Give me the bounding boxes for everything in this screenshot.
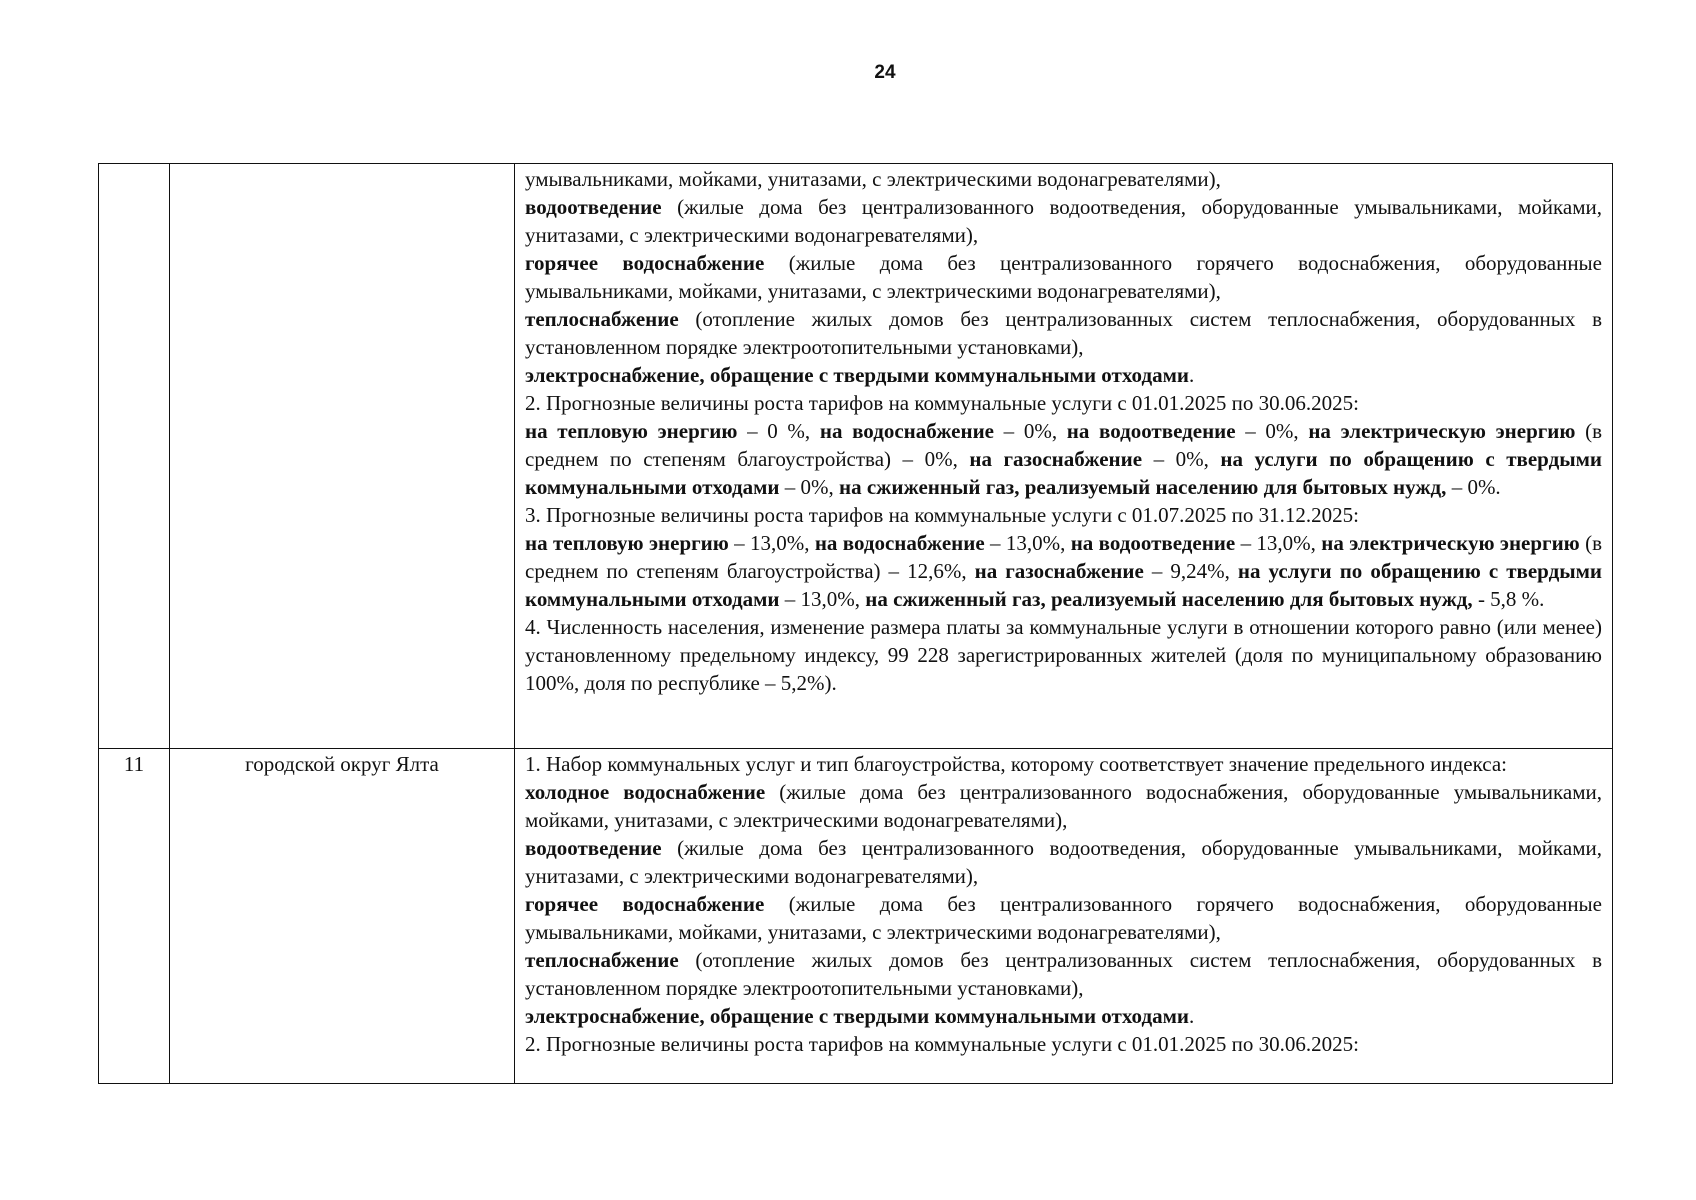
bold-run: горячее водоснабжение [525, 892, 765, 916]
bold-run: на электрическую энергию [1321, 531, 1580, 555]
text-run: – 0 %, [737, 419, 820, 443]
bold-run: на сжиженный газ, реализуемый населению для бытовых нужд, [839, 475, 1447, 499]
bold-run: на водоснабжение [819, 419, 995, 443]
text-run: 3. Прогнозные величины роста тарифов на коммунальные услуги с 01.07.2025 по 31.12.2025: [525, 503, 1359, 527]
paragraph [525, 305, 1602, 361]
text-run: (жилые дома без централизованного горячего водоснабжения, оборудованные умывальниками, мойками, унитазами, с электрическими водонагревателями), [525, 251, 1602, 303]
text-run: - 5,8 %. [1472, 587, 1545, 611]
description-cell [515, 749, 1613, 1084]
text-run: . [1188, 363, 1195, 387]
text-run: – 0%, [779, 475, 840, 499]
page-number: 24 [874, 62, 896, 83]
bold-run: на водоотведение [1070, 531, 1236, 555]
paragraph [525, 529, 1602, 613]
table-row [99, 749, 1613, 1084]
bold-run: на услуги по обращению с твердыми коммунальными отходами [525, 447, 1603, 499]
paragraph [525, 834, 1602, 890]
paragraph [525, 361, 1602, 389]
text-run: 4. Численность населения, изменение размера платы за коммунальные услуги в отношении которого равно (или менее) установленному предельному индексу, 99 228 зарегистрированных жителей (доля по муниципальному образованию 100%, доля по республике – 5,2%). [525, 615, 1602, 695]
paragraph [525, 613, 1602, 697]
paragraph [525, 417, 1602, 501]
bold-run: на газоснабжение [974, 559, 1144, 583]
text-run: – 0%, [1235, 419, 1309, 443]
bold-run: электроснабжение, обращение с твердыми коммунальными отходами [525, 363, 1189, 387]
text-run: (в среднем по степеням благоустройства) – 0%, [525, 419, 1603, 471]
paragraph [525, 946, 1602, 1002]
text-run: – 0%, [994, 419, 1067, 443]
paragraph [525, 750, 1602, 778]
paragraph [525, 249, 1602, 305]
row-number-cell [99, 164, 170, 749]
text-run: . [1188, 1004, 1195, 1028]
bold-run: на тепловую энергию [525, 531, 729, 555]
text-run: (жилые дома без централизованного водоотведения, оборудованные умывальниками, мойками, унитазами, с электрическими водонагревателями), [525, 836, 1602, 888]
text-run: 2. Прогнозные величины роста тарифов на коммунальные услуги с 01.01.2025 по 30.06.2025: [525, 391, 1359, 415]
text-run: – 9,24%, [1143, 559, 1238, 583]
text-run: (в среднем по степеням благоустройства) – 12,6%, [525, 531, 1602, 583]
bold-run: водоотведение [525, 195, 662, 219]
bold-run: на электрическую энергию [1308, 419, 1576, 443]
paragraph [525, 1030, 1602, 1058]
text-run: (жилые дома без централизованного водоотведения, оборудованные умывальниками, мойками, унитазами, с электрическими водонагревателями), [525, 195, 1602, 247]
text-run: – 13,0%, [779, 587, 866, 611]
municipality-cell: городской округ Ялта [170, 749, 515, 1084]
description-paragraphs [525, 165, 1602, 697]
text-run: 2. Прогнозные величины роста тарифов на коммунальные услуги с 01.01.2025 по 30.06.2025: [525, 1032, 1359, 1056]
row-number-cell: 11 [99, 749, 170, 1084]
municipality-cell [170, 164, 515, 749]
bold-run: электроснабжение, обращение с твердыми коммунальными отходами [525, 1004, 1189, 1028]
description-paragraphs [525, 750, 1602, 1058]
text-run: (жилые дома без централизованного водоснабжения, оборудованные умывальниками, мойками, унитазами, с электрическими водонагревателями), [525, 780, 1602, 832]
bold-run: холодное водоснабжение [525, 780, 766, 804]
paragraph [525, 165, 1602, 193]
bold-run: теплоснабжение [525, 948, 679, 972]
text-run: 1. Набор коммунальных услуг и тип благоустройства, которому соответствует значение предельного индекса: [525, 752, 1507, 776]
tariff-table [98, 163, 1613, 1084]
text-run: (жилые дома без централизованного горячего водоснабжения, оборудованные умывальниками, мойками, унитазами, с электрическими водонагревателями), [525, 892, 1602, 944]
text-run: (отопление жилых домов без централизованных систем теплоснабжения, оборудованных в установленном порядке электроотопительными установками), [525, 307, 1602, 359]
bold-run: на водоотведение [1066, 419, 1236, 443]
text-run: (отопление жилых домов без централизованных систем теплоснабжения, оборудованных в установленном порядке электроотопительными установками), [525, 948, 1602, 1000]
paragraph [525, 778, 1602, 834]
paragraph [525, 501, 1602, 529]
text-run: – 0%, [1142, 447, 1221, 471]
description-cell [515, 164, 1613, 749]
bold-run: горячее водоснабжение [525, 251, 765, 275]
bold-run: на водоснабжение [814, 531, 985, 555]
bold-run: водоотведение [525, 836, 662, 860]
paragraph [525, 1002, 1602, 1030]
bold-run: теплоснабжение [525, 307, 679, 331]
bold-run: на услуги по обращению с твердыми коммунальными отходами [525, 559, 1603, 611]
table-row [99, 164, 1613, 749]
text-run: – 13,0%, [728, 531, 815, 555]
text-run: – 13,0%, [984, 531, 1071, 555]
bold-run: на тепловую энергию [525, 419, 738, 443]
text-run: – 0%. [1446, 475, 1501, 499]
paragraph [525, 389, 1602, 417]
bold-run: на сжиженный газ, реализуемый населению для бытовых нужд, [865, 587, 1473, 611]
text-run: – 13,0%, [1235, 531, 1322, 555]
text-run: умывальниками, мойками, унитазами, с электрическими водонагревателями), [525, 167, 1221, 191]
paragraph [525, 890, 1602, 946]
bold-run: на газоснабжение [969, 447, 1143, 471]
paragraph [525, 193, 1602, 249]
